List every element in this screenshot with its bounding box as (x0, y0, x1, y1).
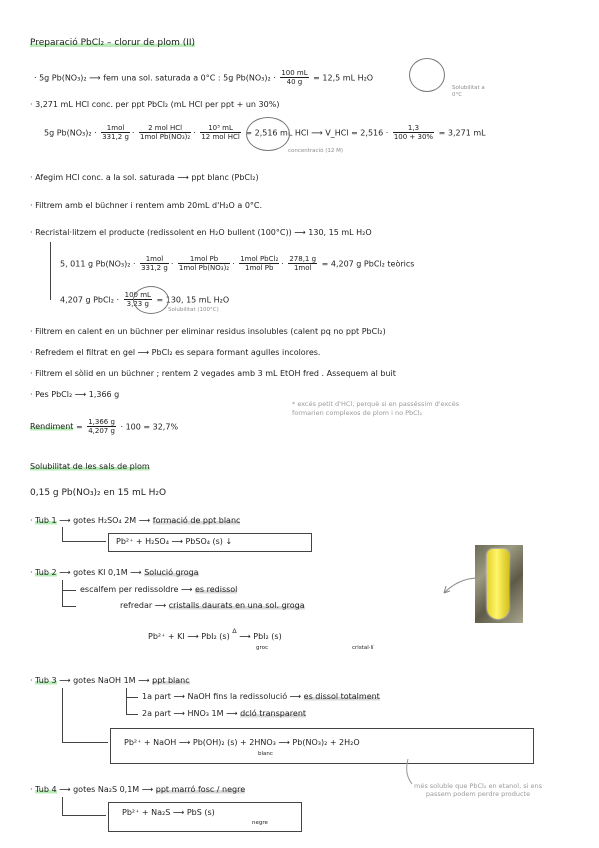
solubility-note: Solubilitat a 0°C (452, 85, 485, 98)
bracket-line (50, 242, 51, 300)
prep-step5: · Recristal·litzem el producte (redissolent en H₂O bullent (100°C)) ⟶ 130, 15 mL H₂O (30, 228, 372, 237)
photo-arrow-icon (440, 575, 480, 597)
tube1-equation: Pb²⁺ + H₂SO₄ ⟶ PbSO₄ (s) ↓ (116, 537, 233, 546)
circle-mark (133, 286, 169, 314)
tube3-line: · Tub 3 ⟶ gotes NaOH 1M ⟶ ppt blanc (30, 676, 190, 685)
label-black: negre (252, 820, 268, 826)
tube2-line: · Tub 2 ⟶ gotes KI 0,1M ⟶ Solució groga (30, 568, 199, 577)
prep-step3: · Afegim HCl conc. a la sol. saturada ⟶ ppt blanc (PbCl₂) (30, 173, 259, 182)
tube3-equation: Pb²⁺ + NaOH ⟶ Pb(OH)₂ (s) + 2HNO₃ ⟶ Pb(NO₃)₂ + 2H₂O (124, 738, 360, 747)
page-title: Preparació PbCl₂ – clorur de plom (II) (30, 38, 196, 48)
tube2-sub2: refredar ⟶ cristalls daurats en una sol. groga (120, 601, 305, 610)
circle-mark (409, 58, 445, 92)
tube2-sub1: escalfem per redissoldre ⟶ es redissol (80, 585, 238, 594)
prep-step4: · Filtrem amb el büchner i rentem amb 20mL d'H₂O a 0°C. (30, 201, 263, 210)
label-crystalline: cristal·lí (352, 645, 374, 651)
prep-step6: · Filtrem en calent en un büchner per eliminar residus insolubles (calent pq no ppt PbCl₂) (30, 327, 386, 336)
tube3-sub1: 1a part ⟶ NaOH fins la redissolució ⟶ es dissol totalment (142, 692, 380, 701)
calc-theoretical: 5, 011 g Pb(NO₃)₂ · $\frac{\text{1mol}}{331,2 g}$ · $\frac{\text{1mol Pb}}{\text{1mol Pb(NO₃)₂}}$ · $\frac{\text{1mol PbCl₂}}{\text{1mol Pb}}$ · $\frac{278,1 g}{\text{1mol}}$ = 4,207 g PbCl₂ teòrics (60, 255, 415, 273)
hcl-excess-note: * excés petit d'HCl, perquè si en passéssim d'excés formarien complexos de plom i no PbCl₂ (292, 400, 460, 417)
solubility-intro: 0,15 g Pb(NO₃)₂ en 15 mL H₂O (30, 488, 167, 498)
solubility-note-100: Solubilitat (100°C) (168, 307, 219, 313)
label-yellow: groc (256, 645, 269, 651)
tube3-sub2: 2a part ⟶ HNO₃ 1M ⟶ dcló transparent (142, 709, 307, 718)
ethanol-note: més soluble que PbCl₂ en etanol, si ens passem podem perdre producte (414, 782, 542, 799)
yellow-tube-icon (487, 549, 509, 619)
tube4-equation: Pb²⁺ + Na₂S ⟶ PbS (s) (122, 808, 215, 817)
prep-step8: · Filtrem el sòlid en un büchner ; rentem 2 vegades amb 3 mL EtOH fred . Assequem al buit (30, 369, 396, 378)
prep-step9: · Pes PbCl₂ ⟶ 1,366 g (30, 390, 120, 399)
yield-calc: Rendiment = $\frac{1,366 g}{4,207 g}$ · 100 = 32,7% (30, 418, 179, 436)
section-title-solubility: Solubilitat de les sals de plom (30, 462, 150, 471)
test-tube-photo (475, 545, 523, 623)
label-white: blanc (258, 751, 273, 757)
prep-line1: · 5g Pb(NO₃)₂ ⟶ fem una sol. saturada a 0°C : 5g Pb(NO₃)₂ · $\frac{100 mL}{40 g}$ = 12,5 mL H₂O (34, 69, 374, 87)
tube2-equation: Pb²⁺ + KI ⟶ PbI₂ (s) $^\Delta$ ⟶ PbI₂ (s) (148, 627, 282, 641)
fraction: $\frac{100 mL}{40 g}$ (281, 69, 308, 87)
prep-line2: · 3,271 mL HCl conc. per ppt PbCl₂ (mL HCl per ppt + un 30%) (30, 100, 280, 109)
concentration-note: concentració (12 M) (288, 148, 344, 154)
prep-step7: · Refredem el filtrat en gel ⟶ PbCl₂ es separa formant agulles incolores. (30, 348, 321, 357)
circle-mark (246, 117, 290, 151)
note-arrow-icon (398, 756, 422, 786)
calc-water: 4,207 g PbCl₂ · $\frac{100 mL}{3,23 g}$ = 130, 15 mL H₂O (60, 291, 230, 309)
tube1-line: · Tub 1 ⟶ gotes H₂SO₄ 2M ⟶ formació de ppt blanc (30, 516, 241, 525)
calc-hcl: 5g Pb(NO₃)₂ · $\frac{\text{1mol}}{331,2 g}$ · $\frac{\text{2 mol HCl}}{\text{1mol Pb(NO₃)₂}}$ · $\frac{\text{10³ mL}}{\text{12 mol HCl}}$ = 2,516 mL HCl ⟶ V_HCl = 2,516 · $\frac{1,3}{100 + 30\%}$ = 3,271 mL (44, 124, 486, 142)
tube4-line: · Tub 4 ⟶ gotes Na₂S 0,1M ⟶ ppt marró fosc / negre (30, 785, 246, 794)
